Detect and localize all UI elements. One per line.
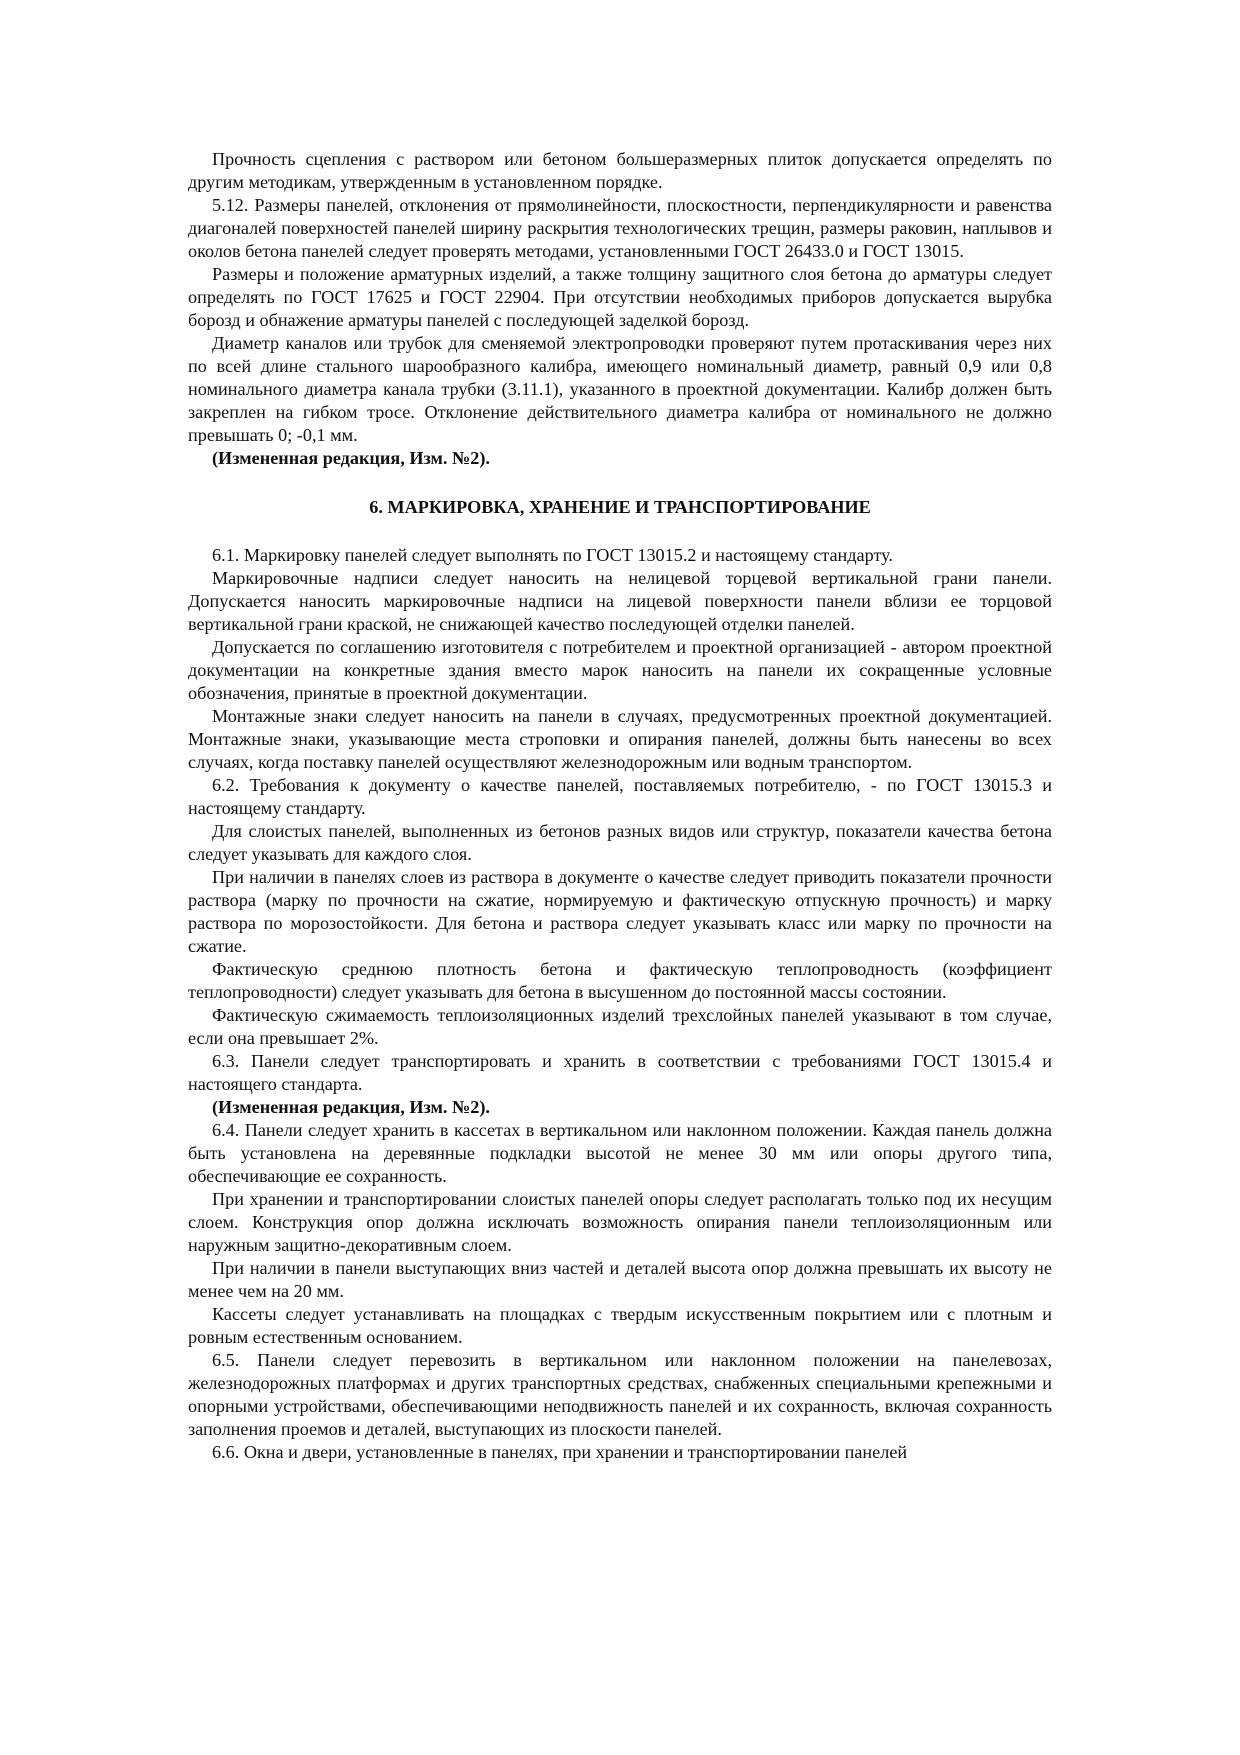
paragraph-6-5: 6.5. Панели следует перевозить в вертикальном или наклонном положении на панелевозах, железнодорожных платформах и других транспортных средствах, снабженных специальными крепежными и опорными устройствами, обеспечивающими неподвижность панелей и их сохранность, включая сохранность заполнения проемов и деталей, выступающих из плоскости панелей.: [188, 1350, 1052, 1439]
amendment-note: (Измененная редакция, Изм. №2).: [212, 1097, 490, 1117]
paragraph-density-conductivity: Фактическую среднюю плотность бетона и фактическую теплопроводность (коэффициент теплопроводности) следует указывать для бетона в высушенном до постоянной массы состоянии.: [188, 959, 1052, 1002]
paragraph-6-3: 6.3. Панели следует транспортировать и хранить в соответствии с требованиями ГОСТ 13015.4 и настоящего стандарта.: [188, 1051, 1052, 1094]
amendment-note: (Измененная редакция, Изм. №2).: [212, 448, 490, 468]
paragraph-6-2: 6.2. Требования к документу о качестве панелей, поставляемых потребителю, - по ГОСТ 13015.3 и настоящему стандарту.: [188, 775, 1052, 818]
paragraph-marking-inscriptions: Маркировочные надписи следует наносить на нелицевой торцевой вертикальной грани панели. Допускается наносить маркировочные надписи на лицевой поверхности панели вблизи ее торцовой вертикальной грани краской, не снижающей качество последующей отделки панелей.: [188, 568, 1052, 634]
paragraph-mounting-marks: Монтажные знаки следует наносить на панели в случаях, предусмотренных проектной документацией. Монтажные знаки, указывающие места строповки и опирания панелей, должны быть нанесены во всех случаях, когда поставку панелей осуществляют железнодорожным или водным транспортом.: [188, 706, 1052, 772]
paragraph-6-6: 6.6. Окна и двери, установленные в панелях, при хранении и транспортировании панелей: [212, 1442, 908, 1462]
section-heading: 6. МАРКИРОВКА, ХРАНЕНИЕ И ТРАНСПОРТИРОВАНИЕ: [369, 497, 871, 517]
paragraph-adhesion-strength: Прочность сцепления с раствором или бетоном большеразмерных плиток допускается определять по другим методикам, утвержденным в установленном порядке.: [188, 149, 1052, 192]
paragraph-layered-panels: Для слоистых панелей, выполненных из бетонов разных видов или структур, показатели качества бетона следует указывать для каждого слоя.: [188, 821, 1052, 864]
paragraph-5-12: 5.12. Размеры панелей, отклонения от прямолинейности, плоскостности, перпендикулярности и равенства диагоналей поверхностей панелей ширину раскрытия технологических трещин, размеры раковин, наплывов и околов бетона панелей следует проверять методами, установленными ГОСТ 26433.0 и ГОСТ 13015.: [188, 195, 1052, 261]
paragraph-reinforcement: Размеры и положение арматурных изделий, а также толщину защитного слоя бетона до арматуры следует определять по ГОСТ 17625 и ГОСТ 22904. При отсутствии необходимых приборов допускается вырубка борозд и обнажение арматуры панелей с последующей заделкой борозд.: [188, 264, 1052, 330]
paragraph-compressibility: Фактическую сжимаемость теплоизоляционных изделий трехслойных панелей указывают в том случае, если она превышает 2%.: [188, 1005, 1052, 1048]
paragraph-protruding-parts: При наличии в панели выступающих вниз частей и деталей высота опор должна превышать их высоту не менее чем на 20 мм.: [188, 1258, 1052, 1301]
paragraph-6-1: 6.1. Маркировку панелей следует выполнять по ГОСТ 13015.2 и настоящему стандарту.: [212, 545, 893, 565]
document-page: [188, 148, 1052, 1464]
paragraph-abbreviated-designations: Допускается по соглашению изготовителя с потребителем и проектной организацией - автором проектной документации на конкретные здания вместо марок наносить на панели их сокращенные условные обозначения, принятые в проектной документации.: [188, 637, 1052, 703]
paragraph-6-4: 6.4. Панели следует хранить в кассетах в вертикальном или наклонном положении. Каждая панель должна быть установлена на деревянные подкладки высотой не менее 30 мм или опоры другого типа, обеспечивающие ее сохранность.: [188, 1120, 1052, 1186]
paragraph-mortar-layers: При наличии в панелях слоев из раствора в документе о качестве следует приводить показатели прочности раствора (марку по прочности на сжатие, нормируемую и фактическую отпускную прочность) и марку раствора по морозостойкости. Для бетона и раствора следует указывать класс или марку по прочности на сжатие.: [188, 867, 1052, 956]
paragraph-channel-diameter: Диаметр каналов или трубок для сменяемой электропроводки проверяют путем протаскивания через них по всей длине стального шарообразного калибра, имеющего номинальный диаметр, равный 0,9 или 0,8 номинального диаметра канала трубки (3.11.1), указанного в проектной документации. Калибр должен быть закреплен на гибком тросе. Отклонение действительного диаметра калибра от номинального не должно превышать 0; -0,1 мм.: [188, 333, 1052, 445]
paragraph-supports: При хранении и транспортировании слоистых панелей опоры следует располагать только под их несущим слоем. Конструкция опор должна исключать возможность опирания панели теплоизоляционным или наружным защитно-декоративным слоем.: [188, 1189, 1052, 1255]
paragraph-cassettes: Кассеты следует устанавливать на площадках с твердым искусственным покрытием или с плотным и ровным естественным основанием.: [188, 1304, 1052, 1347]
